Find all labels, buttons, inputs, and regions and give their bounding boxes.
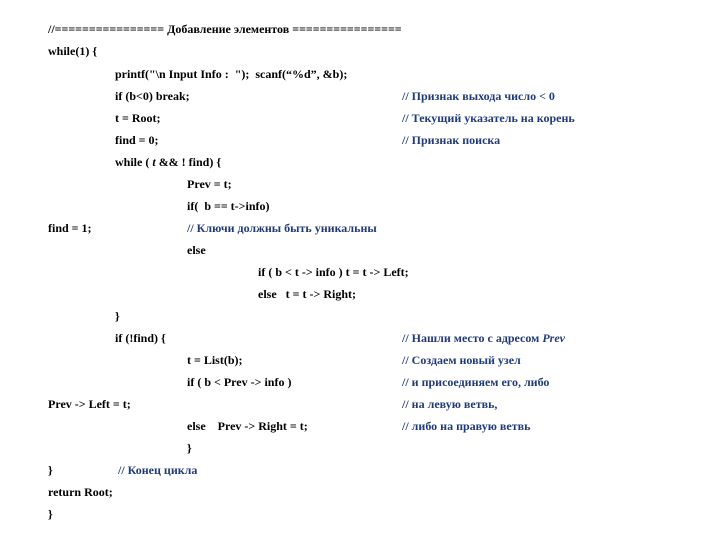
code-line-new-node: t = List(b); bbox=[187, 353, 243, 367]
code-line-prev-right: else Prev -> Right = t; bbox=[187, 419, 308, 433]
code-line-close-brace: } bbox=[48, 463, 53, 477]
code-line-find-one: find = 1; bbox=[48, 221, 92, 235]
code-line-printf-scanf: printf("\n Input Info : "); scanf(“%d”, &b); bbox=[115, 67, 348, 81]
comment-attach: // и присоединяем его, либо bbox=[402, 375, 550, 389]
code-line-close-brace: } bbox=[115, 309, 120, 323]
code-line-prev-left: Prev -> Left = t; bbox=[48, 397, 131, 411]
code-line-else: else bbox=[187, 243, 206, 257]
code-var-t: t bbox=[152, 155, 156, 169]
code-line-if-less-prev: if ( b < Prev -> info ) bbox=[187, 375, 292, 389]
code-line-while: while(1) { bbox=[48, 44, 98, 58]
comment-loop-end: // Конец цикла bbox=[118, 463, 198, 477]
comment-text: // Нашли место с адресом bbox=[402, 331, 543, 345]
code-line-prev-assign: Prev = t; bbox=[187, 177, 232, 191]
code-line-find-zero: find = 0; bbox=[115, 133, 159, 147]
code-text: while ( bbox=[115, 155, 153, 169]
code-line-break: if (b<0) break; bbox=[115, 89, 190, 103]
comment-right-branch: // либо на правую ветвь bbox=[402, 419, 531, 433]
comment-create-node: // Создаем новый узел bbox=[402, 353, 521, 367]
code-line-return: return Root; bbox=[48, 485, 113, 499]
code-line-if-equal: if( b == t->info) bbox=[187, 199, 270, 213]
code-line-inner-while bbox=[115, 155, 221, 169]
code-line-if-not-find: if (!find) { bbox=[115, 331, 166, 345]
comment-search-flag: // Признак поиска bbox=[402, 133, 501, 147]
section-header: //================ Добавление элементов ================ bbox=[48, 22, 402, 36]
code-line-close-brace: } bbox=[48, 507, 53, 521]
comment-unique-keys: // Ключи должны быть уникальны bbox=[187, 221, 377, 235]
code-text: && ! find) { bbox=[155, 155, 222, 169]
code-line-t-root: t = Root; bbox=[115, 111, 161, 125]
comment-exit-flag: // Признак выхода число < 0 bbox=[402, 89, 555, 103]
comment-current-pointer: // Текущий указатель на корень bbox=[402, 111, 575, 125]
code-line-close-brace: } bbox=[187, 441, 192, 455]
comment-found-place bbox=[402, 331, 565, 345]
code-line-go-left: if ( b < t -> info ) t = t -> Left; bbox=[258, 265, 409, 279]
code-line-go-right: else t = t -> Right; bbox=[258, 287, 356, 301]
comment-left-branch: // на левую ветвь, bbox=[402, 397, 498, 411]
comment-var-prev: Prev bbox=[542, 331, 565, 345]
